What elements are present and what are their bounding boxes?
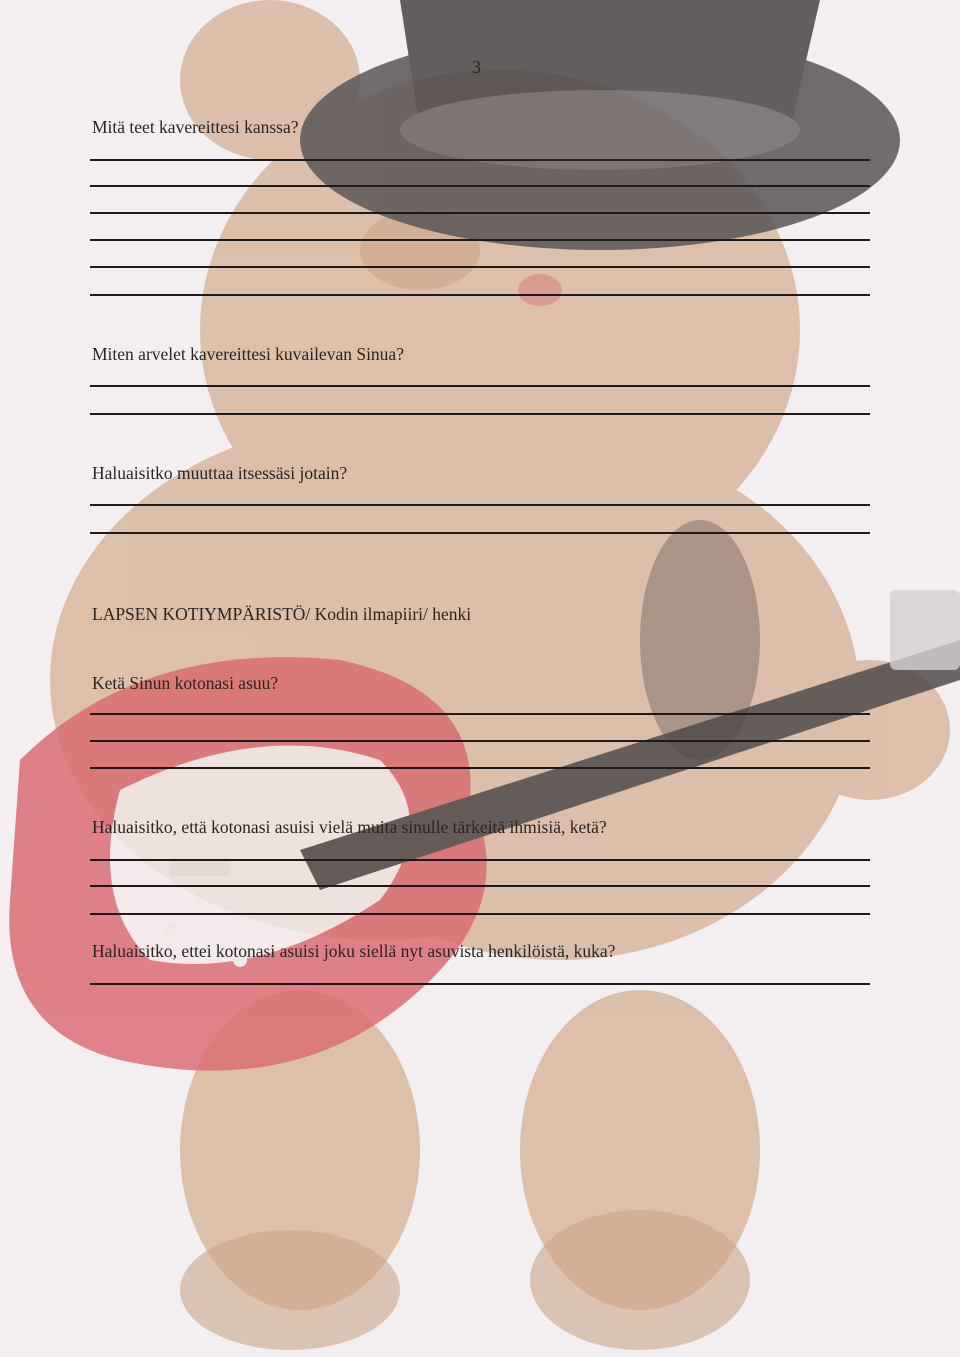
- answer-line[interactable]: [90, 740, 870, 742]
- answer-line[interactable]: [90, 859, 870, 861]
- answer-line[interactable]: [90, 266, 870, 268]
- question-change-self: Haluaisitko muuttaa itsessäsi jotain?: [92, 463, 348, 483]
- answer-line[interactable]: [90, 532, 870, 534]
- answer-line[interactable]: [90, 159, 870, 161]
- answer-line[interactable]: [90, 983, 870, 985]
- answer-line[interactable]: [90, 913, 870, 915]
- section-heading: LAPSEN KOTIYMPÄRISTÖ/ Kodin ilmapiiri/ henki: [92, 604, 472, 624]
- question-who-lives-home: Ketä Sinun kotonasi asuu?: [92, 673, 279, 693]
- answer-line[interactable]: [90, 212, 870, 214]
- question-friends-description: Miten arvelet kavereittesi kuvailevan Sinua?: [92, 344, 404, 364]
- answer-line[interactable]: [90, 239, 870, 241]
- answer-line[interactable]: [90, 185, 870, 187]
- question-friends-activities: Mitä teet kavereittesi kanssa?: [92, 117, 299, 137]
- page-number: 3: [472, 57, 481, 77]
- answer-line[interactable]: [90, 385, 870, 387]
- question-others-to-live-home: Haluaisitko, että kotonasi asuisi vielä muita sinulle tärkeitä ihmisiä, ketä?: [92, 817, 607, 837]
- answer-line[interactable]: [90, 767, 870, 769]
- answer-line[interactable]: [90, 294, 870, 296]
- answer-line[interactable]: [90, 885, 870, 887]
- answer-line[interactable]: [90, 413, 870, 415]
- answer-line[interactable]: [90, 713, 870, 715]
- answer-line[interactable]: [90, 504, 870, 506]
- question-someone-not-live-home: Haluaisitko, ettei kotonasi asuisi joku siellä nyt asuvista henkilöistä, kuka?: [92, 941, 616, 961]
